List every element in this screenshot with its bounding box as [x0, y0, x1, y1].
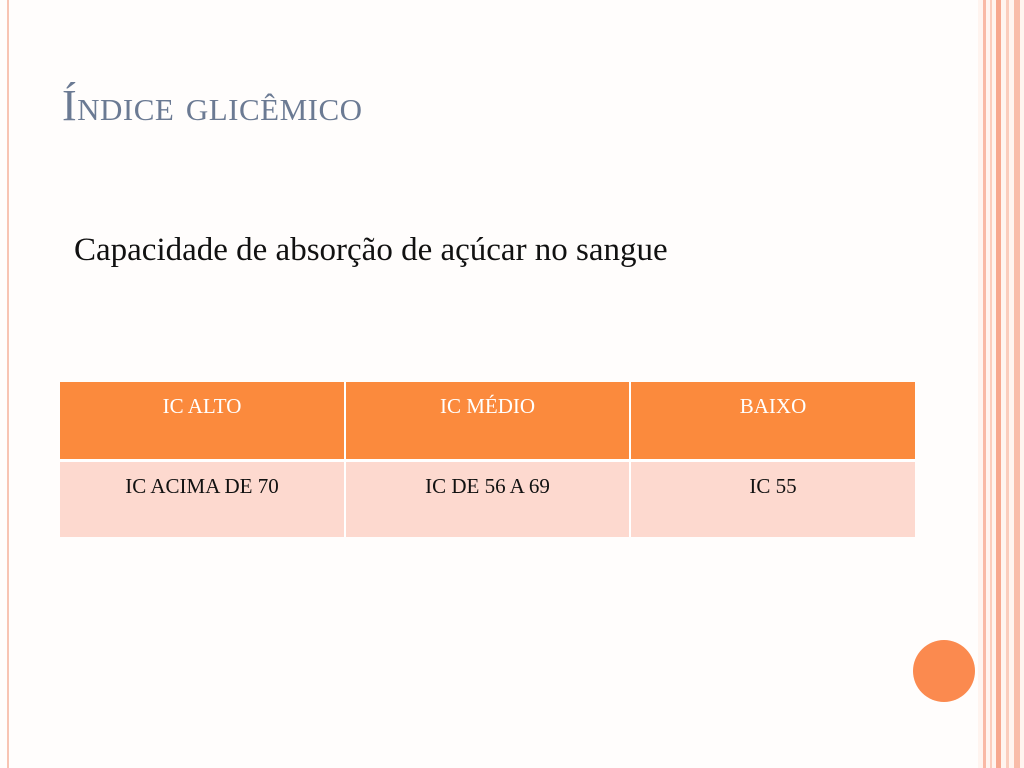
table-header-cell: IC ALTO [60, 382, 345, 461]
table-header-row [60, 382, 915, 461]
table-header-cell: BAIXO [630, 382, 915, 461]
table-cell: IC DE 56 A 69 [345, 461, 630, 538]
right-border-line [1014, 0, 1020, 768]
right-border-line [983, 0, 986, 768]
table-row [60, 461, 915, 538]
left-border-line [7, 0, 9, 768]
slide-subtitle: Capacidade de absorção de açúcar no sangue [74, 232, 668, 268]
table-cell: IC 55 [630, 461, 915, 538]
decorative-orb [913, 640, 975, 702]
table-cell: IC ACIMA DE 70 [60, 461, 345, 538]
right-border-line [1006, 0, 1009, 768]
right-border-line [996, 0, 1001, 768]
glycemic-index-table [60, 382, 915, 537]
slide-title: Índice glicêmico [62, 81, 363, 130]
right-border-line [990, 0, 992, 768]
table-header-cell: IC MÉDIO [345, 382, 630, 461]
